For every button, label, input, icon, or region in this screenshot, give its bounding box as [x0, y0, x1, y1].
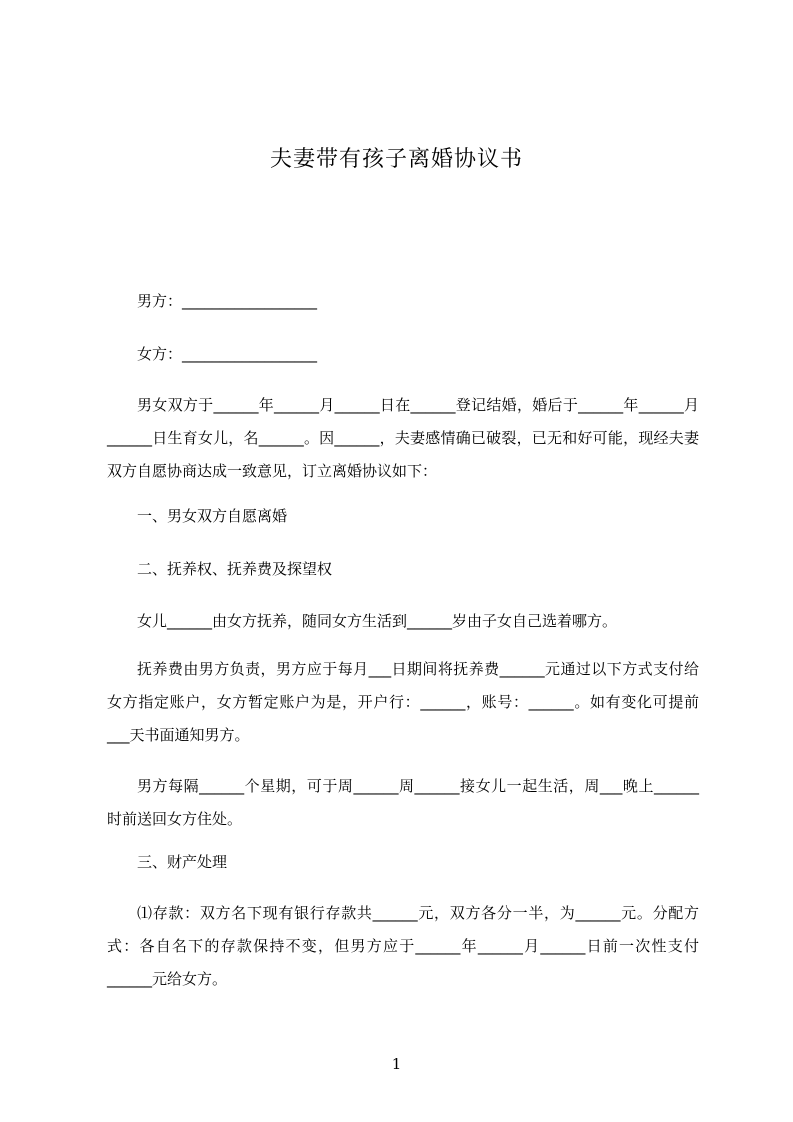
page-number: 1: [391, 1055, 402, 1073]
child-support-paragraph: 抚养费由男方负责，男方应于每月___日期间将抚养费______元通过以下方式支付给女方指定账户，女方暂定账户为是，开户行：______，账号：______。如有变化可提前___天书面通知男方。: [107, 660, 699, 744]
section-3-heading: 三、财产处理: [137, 853, 228, 871]
custody-paragraph: 女儿______由女方抚养，随同女方生活到______岁由子女自己选着哪方。: [137, 612, 618, 630]
section-2-heading: 二、抚养权、抚养费及探望权: [137, 560, 333, 578]
section-1-heading: 一、男女双方自愿离婚: [137, 507, 288, 525]
female-party-line: 女方：__________________: [137, 345, 318, 363]
deposit-paragraph: ⑴存款：双方名下现有银行存款共______元，双方各分一半，为______元。分配方式：各自名下的存款保持不变，但男方应于______年______月______日前一次性支付______元给女方。: [107, 904, 699, 988]
male-party-line: 男方：__________________: [137, 292, 318, 310]
intro-paragraph: 男女双方于______年______月______日在______登记结婚，婚后于______年______月______日生育女儿，名______。因______，夫妻感情确已破裂，已无和好可能，现经夫妻双方自愿协商达成一致意见，订立离婚协议如下：: [107, 396, 699, 480]
visitation-paragraph: 男方每隔______个星期，可于周______周______接女儿一起生活，周___晚上______时前送回女方住处。: [107, 777, 699, 828]
document-title: 夫妻带有孩子离婚协议书: [269, 147, 523, 172]
